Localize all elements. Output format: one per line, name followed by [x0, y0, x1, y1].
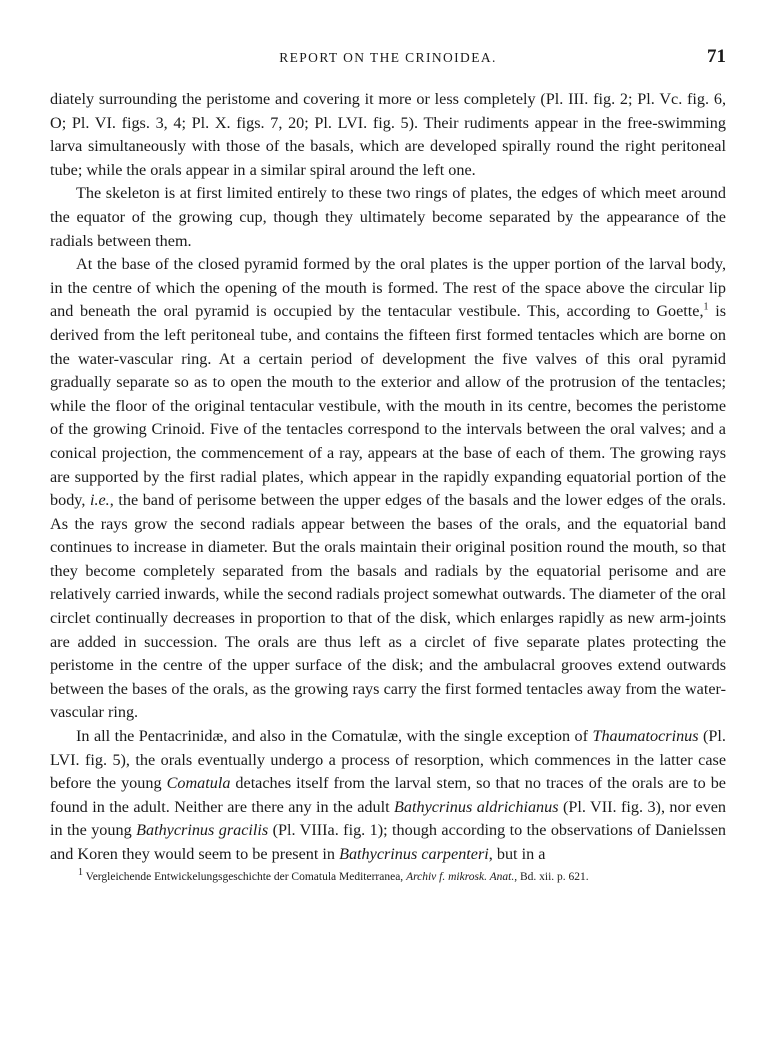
abbrev-ie: i.e. [89, 491, 110, 510]
paragraph-3 [50, 253, 726, 725]
page-number: 71 [707, 46, 726, 67]
footnote-text-b: , Bd. xii. p. 621. [514, 870, 589, 883]
paragraph-4-part-d: (Pl. VII. fig. 3), nor even in the young [50, 797, 726, 840]
genus-thaumatocrinus: Thaumatocrinus [592, 727, 699, 746]
footnote-ref: 1 [703, 301, 709, 313]
paragraph-3-part-b: is derived from the left peritoneal tube, and contains the fifteen first formed tentacles which are borne on the water-vascular ring. At a certain period of development the five valves of this oral pyramid gradually separate so as to open the mouth to the exterior and allow of the protrusion of the tentacles; while the floor of the original tentacular vestibule, with the mouth in its centre, becomes the peristome of the growing Crinoid. Five of the tentacles correspond to the intervals between the oral valves; and a conical projection, the commencement of a ray, appears at the base of each of them. The growing rays are supported by the first radial plates, which appear in the rapidly expanding equatorial portion of the body, [50, 302, 726, 510]
paragraph-1: diately surrounding the peristome and covering it more or less completely (Pl. III. fig. 2; Pl. Vc. fig. 6, O; Pl. VI. figs. 3, 4; Pl. X. figs. 7, 20; Pl. LVI. fig. 5). Their rudiments appear in the free-swimming larva simultaneously with those of the basals, which are developed spirally round the right peritoneal tube; while the orals appear in a similar spiral around the left one. [50, 90, 726, 179]
species-aldrichianus: Bathycrinus aldrichianus [394, 797, 559, 816]
body-text [50, 88, 726, 867]
paragraph-3-part-c: , the band of perisome between the upper edges of the basals and the lower edges of the orals. As the rays grow the second radials appear between the bases of the orals, and the equatorial band continues to increase in diameter. But the orals maintain their original position round the mouth, so that they become completely separated from the basals and radials by the equatorial perisome and are relatively carried inwards, while the second radials project somewhat outwards. The diameter of the oral circlet continually decreases in proportion to that of the disk, which enlarges rapidly as new arm-joints are added in succession. The orals are thus left as a circlet of five separate plates protecting the peristome in the centre of the upper surface of the disk; and the ambulacral grooves extend outwards between the bases of the orals, as the growing rays carry the first formed tentacles away from the water-vascular ring. [50, 491, 727, 722]
genus-comatula: Comatula [166, 774, 231, 793]
paragraph-2: The skeleton is at first limited entirely to these two rings of plates, the edges of which meet around the equator of the growing cup, though they ultimately become separated by the appearance of the radials between them. [50, 184, 726, 250]
paragraph-4-part-e: (Pl. VIIIa. fig. 1); though according to the observations of Danielssen and Koren they would seem to be present in [50, 821, 726, 863]
paragraph-4-part-a: In all the Pentacrinidæ, and also in the Comatulæ, with the single exception of [76, 727, 593, 746]
species-gracilis: Bathycrinus gracilis [136, 821, 269, 840]
paragraph-4 [50, 725, 726, 867]
paragraph-4-part-f: , but in a [488, 845, 546, 863]
footnote-marker: 1 [78, 866, 83, 878]
paragraph-3-part-a: At the base of the closed pyramid formed by the oral plates is the upper portion of the larval body, in the centre of which the opening of the mouth is formed. The rest of the space above the circular lip and beneath the oral pyramid is occupied by the tentacular vestibule. This, according to Goette, [50, 255, 726, 321]
page-header [50, 38, 726, 66]
document-page [50, 38, 726, 885]
paragraph-4-part-b: (Pl. LVI. fig. 5), the orals eventually undergo a process of resorption, which commences in the latter case before the young [50, 727, 726, 793]
paragraph-4-part-c: detaches itself from the larval stem, so that no traces of the orals are to be found in the adult. Neither are there any in the adult [50, 774, 726, 816]
footnote-text-a: Vergleichende Entwickelungsgeschichte der Comatula Mediterranea, [83, 870, 407, 883]
running-title: REPORT ON THE CRINOIDEA. [279, 50, 497, 65]
species-carpenteri: Bathycrinus carpenteri [339, 845, 489, 863]
footnote [50, 866, 726, 885]
footnote-journal: Archiv f. mikrosk. Anat. [406, 870, 515, 883]
